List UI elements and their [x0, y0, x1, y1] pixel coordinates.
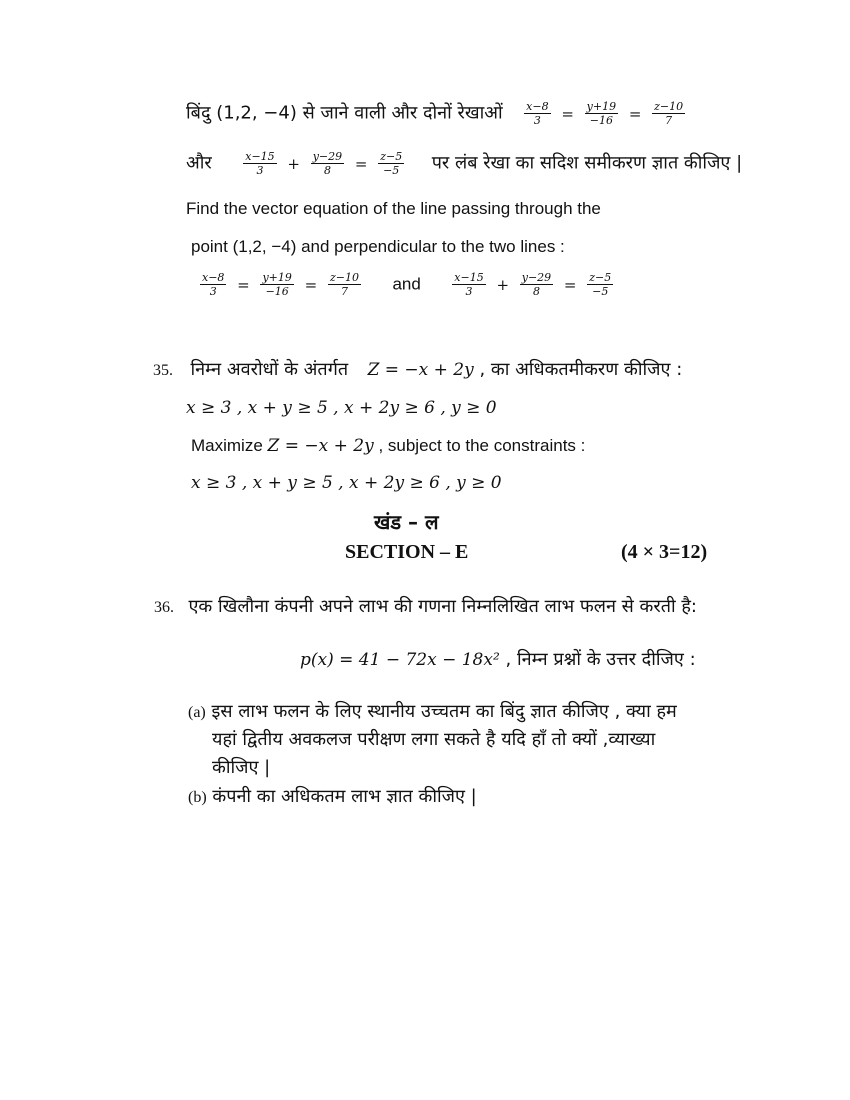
q35-maximize: Maximize: [191, 436, 263, 455]
q36-part-a-line-2: यहां द्वितीय अवकलज परीक्षण लगा सकते है यदि हाँ तो क्यों ,व्याख्या: [212, 729, 656, 750]
q34-english-line-2: point (1,2, −4) and perpendicular to the two lines :: [191, 237, 565, 256]
q34-hindi-line-2: और $\frac{x-15}{3}$ + $\frac{y-29}{8}$ = $\frac{z-5}{-5}$ पर लंब रेखा का सदिश समीकरण ज्ञात कीजिए |: [186, 150, 743, 177]
q36-intro: एक खिलौना कंपनी अपने लाभ की गणना निम्नलिखित लाभ फलन से करती है:: [188, 596, 697, 617]
q35-subject: , subject to the constraints :: [378, 436, 586, 455]
fraction: $\frac{x-15}{3}$: [454, 271, 484, 298]
q36-part-b-line: [188, 785, 477, 810]
q36-part-a-line-3: कीजिए |: [212, 757, 271, 778]
section-marks: (4 × 3=12): [621, 541, 708, 563]
fraction: $\frac{y+19}{-16}$: [262, 271, 292, 298]
and-word: and: [392, 274, 421, 294]
q35-english-line: [191, 434, 585, 458]
q34-english-line-1: Find the vector equation of the line passing through the: [186, 199, 601, 218]
fraction: $\frac{y-29}{8}$: [312, 150, 343, 177]
fraction: $\frac{z-10}{7}$: [654, 100, 684, 127]
part-a-text-1: इस लाभ फलन के लिए स्थानीय उच्चतम का बिंदु ज्ञात कीजिए , क्या हम: [211, 701, 677, 722]
part-b-text: कंपनी का अधिकतम लाभ ज्ञात कीजिए |: [212, 786, 477, 807]
q35-hindi-line: [153, 358, 682, 383]
q34-hindi-line-1: बिंदु (1,2, −4) से जाने वाली और दोनों रेखाओं $\frac{x-8}{3}$ = $\frac{y+19}{-16}$ = $\frac{z-10}{7}$: [186, 100, 684, 127]
part-a-label: (a): [188, 704, 206, 721]
q34-and-hindi: और: [186, 152, 212, 174]
fraction: $\frac{x-8}{3}$: [202, 271, 225, 298]
fraction: $\frac{x-15}{3}$: [245, 150, 275, 177]
q35-constraints-hindi: x ≥ 3 , x + y ≥ 5 , x + 2y ≥ 6 , y ≥ 0: [186, 398, 497, 418]
q35-number: 35.: [153, 362, 173, 379]
fraction: $\frac{z-5}{-5}$: [589, 271, 612, 298]
q35-objective-en: Z = −x + 2y: [267, 436, 374, 456]
section-title-hindi: खंड – ल: [374, 510, 439, 534]
fraction: $\frac{y-29}{8}$: [521, 271, 552, 298]
fraction: $\frac{z-10}{7}$: [329, 271, 359, 298]
q34-english-equations: $\frac{x-8}{3}$ = $\frac{y+19}{-16}$ = $\frac{z-10}{7}$ and $\frac{x-15}{3}$ + $\frac{y-29}{8}$ = $\frac{z-5}{-5}$: [202, 271, 612, 298]
q34-hindi-text-2: पर लंब रेखा का सदिश समीकरण ज्ञात कीजिए |: [431, 152, 743, 174]
q35-hindi-text-before: निम्न अवरोधों के अंतर्गत: [190, 359, 349, 380]
fraction: $\frac{x-8}{3}$: [526, 100, 549, 127]
q36-intro-line: [154, 595, 697, 620]
q36-function: p(x) = 41 − 72x − 18x²: [300, 650, 500, 670]
q35-objective: Z = −x + 2y: [367, 360, 474, 380]
q36-part-a-line-1: [188, 700, 677, 725]
section-title-english: SECTION – E: [345, 541, 469, 563]
part-b-label: (b): [188, 789, 207, 806]
q36-function-after: , निम्न प्रश्नों के उत्तर दीजिए :: [505, 649, 696, 670]
q36-number: 36.: [154, 599, 174, 616]
q34-hindi-text-1: बिंदु (1,2, −4) से जाने वाली और दोनों रेखाओं: [186, 102, 503, 124]
fraction: $\frac{y+19}{-16}$: [586, 100, 617, 127]
fraction: $\frac{z-5}{-5}$: [380, 150, 403, 177]
q35-hindi-text-after: , का अधिकतमीकरण कीजिए :: [479, 359, 683, 380]
q36-function-line: [300, 648, 696, 672]
q35-constraints-english: x ≥ 3 , x + y ≥ 5 , x + 2y ≥ 6 , y ≥ 0: [191, 473, 502, 493]
